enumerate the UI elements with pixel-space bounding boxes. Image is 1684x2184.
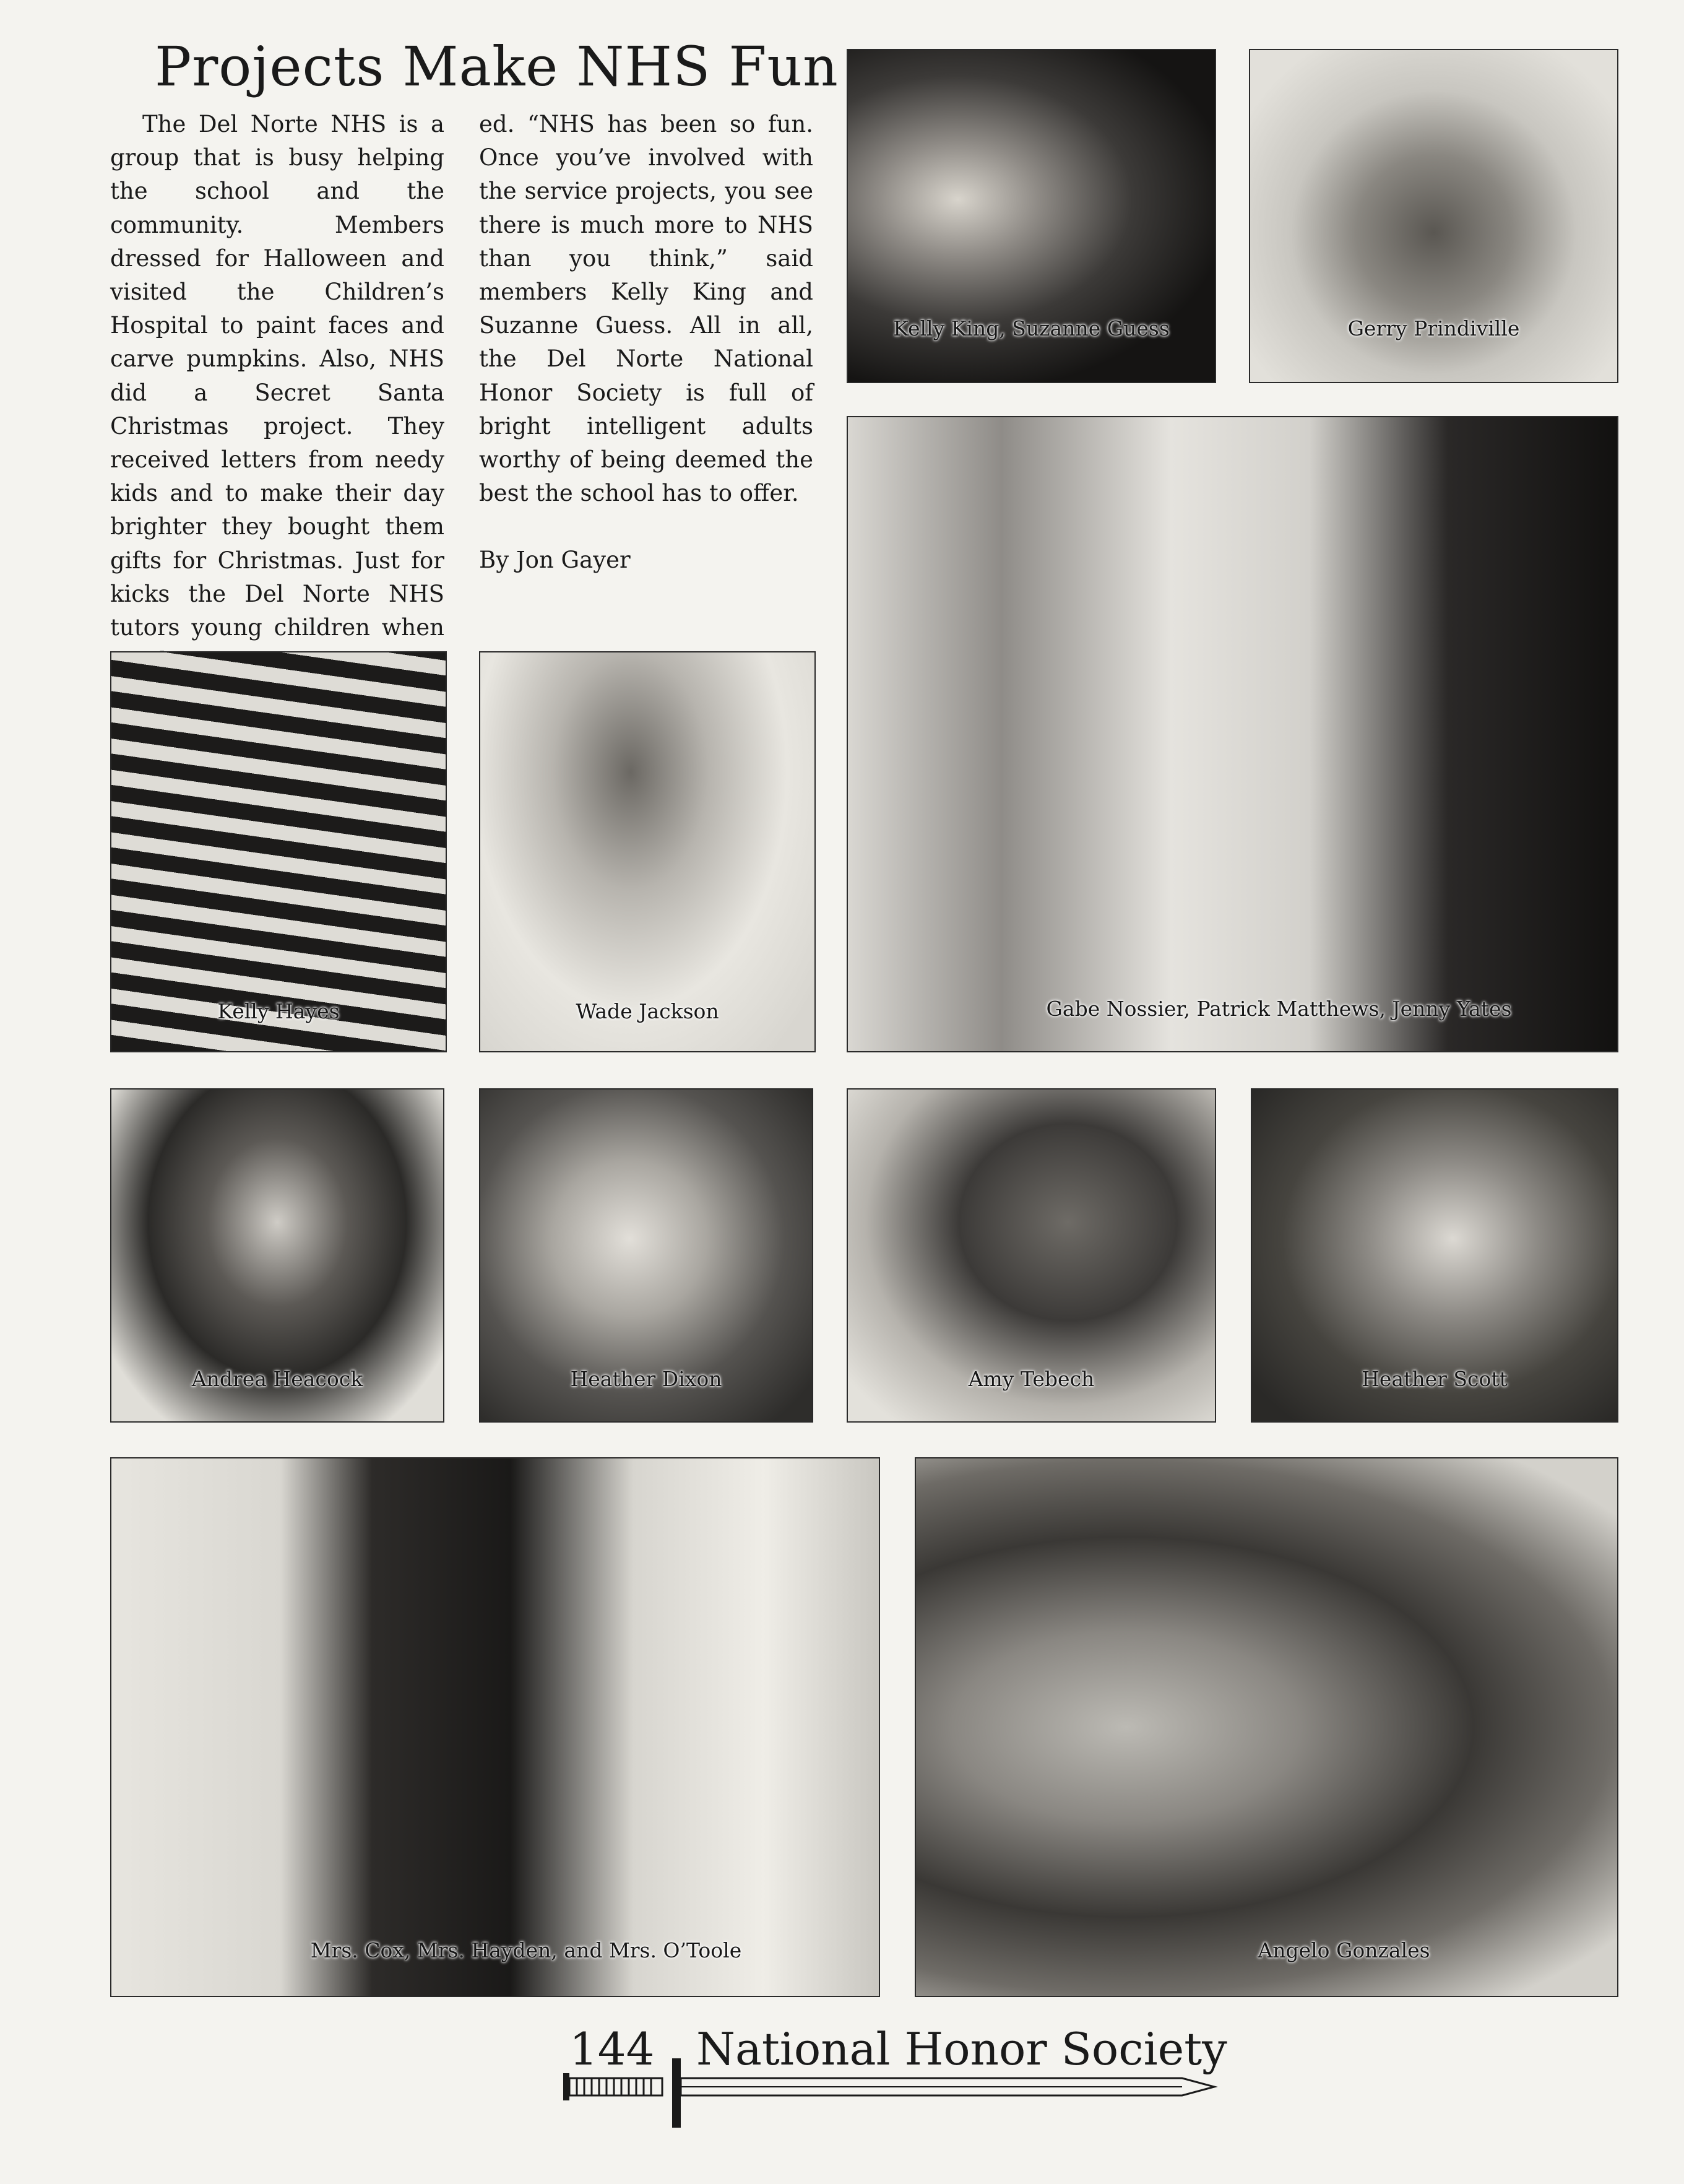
photo-kelly-king-suzanne-guess: [847, 49, 1216, 383]
page-footer: [563, 2021, 1244, 2145]
photo-caption: Andrea Heacock: [191, 1367, 363, 1391]
section-title: National Honor Society: [696, 2023, 1227, 2075]
article-paragraph-2: ed. “NHS has been so fun. Once you’ve involved with the service projects, you see there is much more to NHS than you think,” said members Kelly King and Suzanne Guess. All in all, the Del Norte National Honor Society is full of bright intelligent adults worthy of being deemed the best the school has to offer.: [479, 111, 813, 507]
photo-caption: Gabe Nossier, Patrick Matthews, Jenny Yates: [1046, 997, 1512, 1021]
photo-caption: Kelly Hayes: [217, 999, 340, 1023]
article-paragraph-1: The Del Norte NHS is a group that is busy helping the school and the community. Members dressed for Halloween and visited the Children’s Hospital to paint faces and carve pumpkins. Also, NHS did a Secret Santa Christmas project. They received letters from needy kids and to make their day brighter they bought them gifts for Christmas. Just for kicks the Del Norte NHS tutors young children when: [110, 111, 444, 641]
photo-caption: Heather Scott: [1362, 1367, 1508, 1391]
photo-amy-tebech: [847, 1088, 1216, 1423]
photo-wade-jackson: [479, 651, 816, 1052]
photo-heather-scott: [1251, 1088, 1618, 1423]
photo-caption: Angelo Gonzales: [1258, 1938, 1430, 1962]
page-number: 144: [569, 2023, 655, 2075]
photo-caption: Wade Jackson: [576, 999, 719, 1023]
article-column-2: [479, 108, 813, 578]
photo-caption: Gerry Prindiville: [1347, 316, 1520, 340]
photo-caption: Mrs. Cox, Mrs. Hayden, and Mrs. O’Toole: [310, 1938, 742, 1962]
photo-gabe-patrick-jenny: [847, 416, 1618, 1052]
photo-caption: Amy Tebech: [968, 1367, 1095, 1391]
sword-icon: [563, 2058, 1219, 2133]
photo-caption: Kelly King, Suzanne Guess: [893, 316, 1170, 340]
photo-kelly-hayes: [110, 651, 447, 1052]
photo-gerry-prindiville: [1249, 49, 1618, 383]
page-title: Projects Make NHS Fun: [155, 35, 839, 98]
byline: By Jon Gayer: [479, 547, 631, 574]
article-column-1: [110, 108, 444, 678]
photo-angelo-gonzales: [915, 1457, 1618, 1997]
photo-andrea-heacock: [110, 1088, 444, 1423]
photo-teachers: [110, 1457, 880, 1997]
photo-heather-dixon: [479, 1088, 813, 1423]
photo-caption: Heather Dixon: [570, 1367, 722, 1391]
